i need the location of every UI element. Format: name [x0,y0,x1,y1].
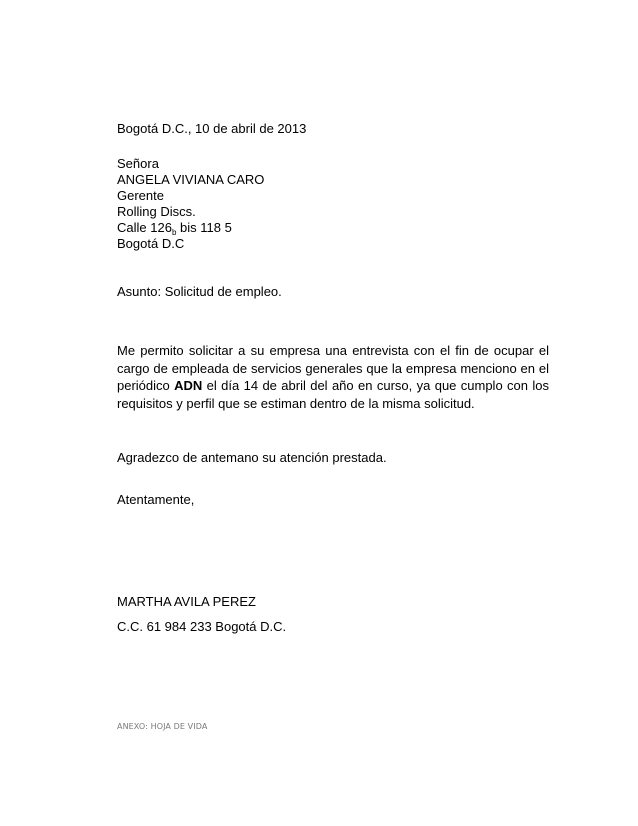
recipient-salutation: Señora [117,156,159,171]
body-text-part2: el día 14 de abril del año en curso, ya que cumplo con los requisitos y perfil que se estiman dentro de la misma solicitud. [117,378,550,411]
newspaper-name: ADN [174,378,203,393]
recipient-name: ANGELA VIVIANA CARO [117,172,265,187]
recipient-block [117,156,264,252]
recipient-city: Bogotá D.C [117,236,185,251]
subject-line: Asunto: Solicitud de empleo. [117,284,282,299]
recipient-company: Rolling Discs. [117,204,196,219]
body-text-part1: Me permito solicitar a su empresa una entrevista con el fin de ocupar el cargo de empleada de servicios generales que la empresa menciono en el periódico [117,343,549,393]
signer-id: C.C. 61 984 233 Bogotá D.C. [117,619,287,634]
body-paragraph [117,342,549,412]
recipient-address [117,220,264,236]
address-prefix: Calle 126 [117,220,172,235]
address-subscript: b [171,228,177,237]
thanks-line: Agradezco de antemano su atención prestada. [117,450,387,465]
recipient-title: Gerente [117,188,164,203]
signer-name: MARTHA AVILA PEREZ [117,594,256,609]
address-suffix: bis 118 5 [176,220,232,235]
date-line: Bogotá D.C., 10 de abril de 2013 [117,121,307,136]
closing-line: Atentamente, [117,492,195,507]
annex-note: ANEXO: HOJA DE VIDA [117,722,208,731]
